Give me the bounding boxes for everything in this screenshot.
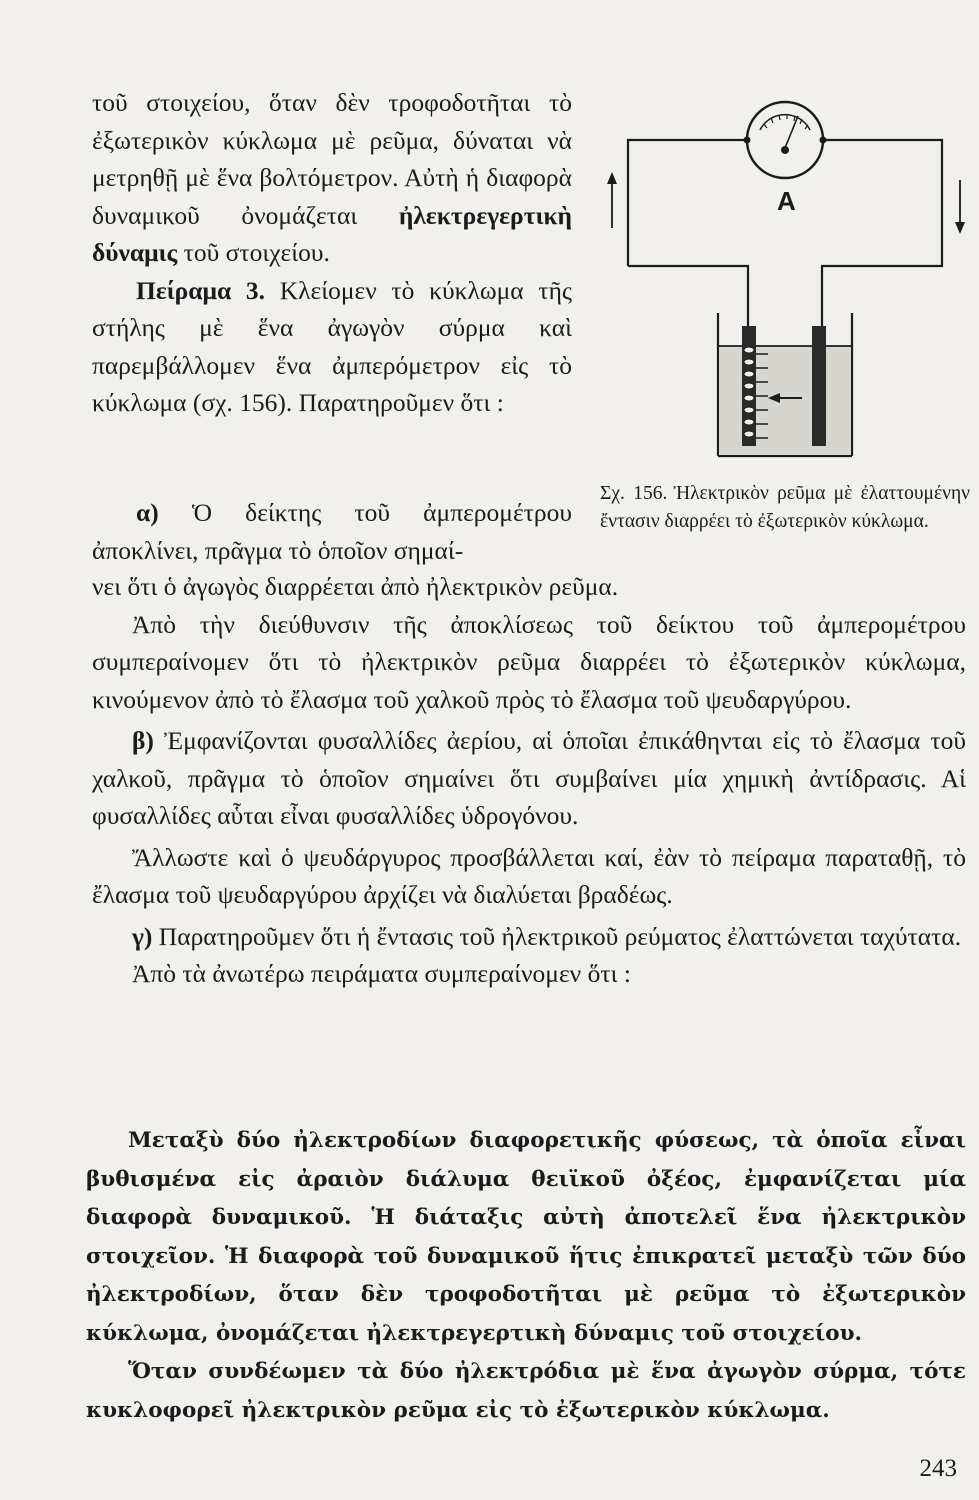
copper-electrode: [812, 326, 826, 446]
page-number: 243: [919, 1455, 957, 1482]
paragraph-direction: Ἀπὸ τὴν διεύθυνσιν τῆς ἀποκλίσεως τοῦ δείκτου τοῦ ἀμπερομέτρου συμπεραίνομεν ὅτι τὸ ἠλεκτρικὸν ρεῦμα διαρρέει τὸ ἐξωτερικὸν κύκλωμα, κινούμενον ἀπὸ τὸ ἔλασμα τοῦ χαλκοῦ πρὸς τὸ ἔλασμα τοῦ ψευδαργύρου.: [92, 609, 966, 714]
item-c-text: Παρατηροῦμεν ὅτι ἡ ἔντασις τοῦ ἠλεκτρικοῦ ρεύματος ἐλαττώνεται ταχύτατα.: [158, 921, 962, 951]
vessel: [718, 313, 852, 456]
paragraph-conclude: Ἀπὸ τὰ ἀνωτέρω πειράματα συμπεραίνομεν ὅτι :: [132, 959, 631, 988]
item-c-label: γ): [132, 921, 153, 951]
conclusion-block: [86, 1122, 966, 1430]
item-a-narrow: [92, 494, 572, 569]
conclusion-paragraph-1: Μεταξὺ δύο ἠλεκτροδίων διαφορετικῆς φύσεως, τὰ ὁποῖα εἶναι βυθισμένα εἰς ἀραιὸν διάλυμα θειϊκοῦ ὀξέος, ἐμφανίζεται μία διαφορὰ δυναμικοῦ. Ἡ διάταξις αὐτὴ ἀποτελεῖ ἕνα ἠλεκτρικὸν στοιχεῖον. Ἡ διαφορὰ τοῦ δυναμικοῦ ἥτις ἐπικρατεῖ μεταξὺ τῶν δύο ἠλεκτροδίων, ὅταν δὲν τροφοδοτῆται μὲ ρεῦμα τὸ ἐξωτερικὸν κύκλωμα, ὀνομάζεται ἠλεκτρεγερτικὴ δύναμις τοῦ στοιχείου.: [86, 1128, 966, 1346]
item-b-label: β): [132, 726, 154, 755]
item-a-text-narrow: Ὁ δείκτης τοῦ ἀμπερομέτρου ἀποκλίνει, πρᾶγμα τὸ ὁποῖον σημαί-: [92, 498, 572, 565]
emf-intro-end: τοῦ στοιχείου.: [183, 238, 330, 267]
emf-term: ἠλεκτρεγερτικὴ δύναμις: [92, 200, 572, 267]
paragraph-experiment-3: [92, 272, 572, 422]
figure-caption: [600, 480, 970, 536]
paragraph-zinc: Ἄλλωστε καὶ ὁ ψευδάργυρος προσβάλλεται καί, ἐὰν τὸ πείραμα παραταθῇ, τὸ ἔλασμα τοῦ ψευδαργύρου ἀρχίζει νὰ διαλύεται βραδέως.: [92, 842, 966, 909]
arrow-down-icon: [955, 180, 965, 234]
ammeter-label: A: [777, 186, 796, 216]
item-a-label: α): [136, 498, 159, 527]
item-b: [92, 722, 966, 835]
experiment-3-text: Κλείομεν τὸ κύκλωμα τῆς στήλης μὲ ἕνα ἀγωγὸν σύρμα καὶ παρεμβάλλομεν ἕνα ἀμπερόμετρον εἰς τὸ κύκλωμα (σχ. 156). Παρατηροῦμεν ὅτι :: [92, 275, 573, 417]
conclusion-paragraph-2: Ὅταν συνδέωμεν τὰ δύο ἠλεκτρόδια μὲ ἕνα ἀγωγὸν σύρμα, τότε κυκλοφορεῖ ἠλεκτρικὸν ρεῦμα εἰς τὸ ἐξωτερικὸν κύκλωμα.: [86, 1359, 966, 1423]
item-c: [92, 918, 966, 956]
paragraph-emf-intro: [92, 84, 572, 272]
experiment-3-label: Πείραμα 3.: [136, 275, 266, 305]
figure-156-circuit: [590, 88, 975, 488]
item-a-text-full: νει ὅτι ὁ ἀγωγὸς διαρρέεται ἀπὸ ἠλεκτρικὸν ρεῦμα.: [92, 572, 619, 601]
arrow-up-icon: [607, 172, 617, 228]
ammeter-icon: [744, 102, 827, 178]
top-text-column: [92, 84, 572, 422]
body-text-column: [92, 568, 966, 993]
caption-label: Σχ. 156.: [600, 483, 668, 504]
emf-intro-text: τοῦ στοιχείου, ὅταν δὲν τροφοδοτῆται τὸ ἐξωτερικὸν κύκλωμα μὲ ρεῦμα, δύναται νὰ μετρηθῇ μὲ ἕνα βολτόμετρον. Αὐτὴ ἡ διαφορὰ δυναμικοῦ ὀνομάζεται: [92, 88, 572, 230]
caption-text: Ἠλεκτρικὸν ρεῦμα μὲ ἐλαττουμένην ἔντασιν διαρρέει τὸ ἐξωτερικὸν κύκλωμα.: [600, 483, 970, 532]
item-b-text: Ἐμφανίζονται φυσαλλίδες ἀερίου, αἱ ὁποῖαι ἐπικάθηνται εἰς τὸ ἔλασμα τοῦ χαλκοῦ, πρᾶγμα τὸ ὁποῖον σημαίνει ὅτι συμβαίνει μία χημικὴ ἀντίδρασις. Αἱ φυσαλλίδες αὗται εἶναι φυσαλλίδες ὑδρογόνου.: [92, 726, 966, 830]
